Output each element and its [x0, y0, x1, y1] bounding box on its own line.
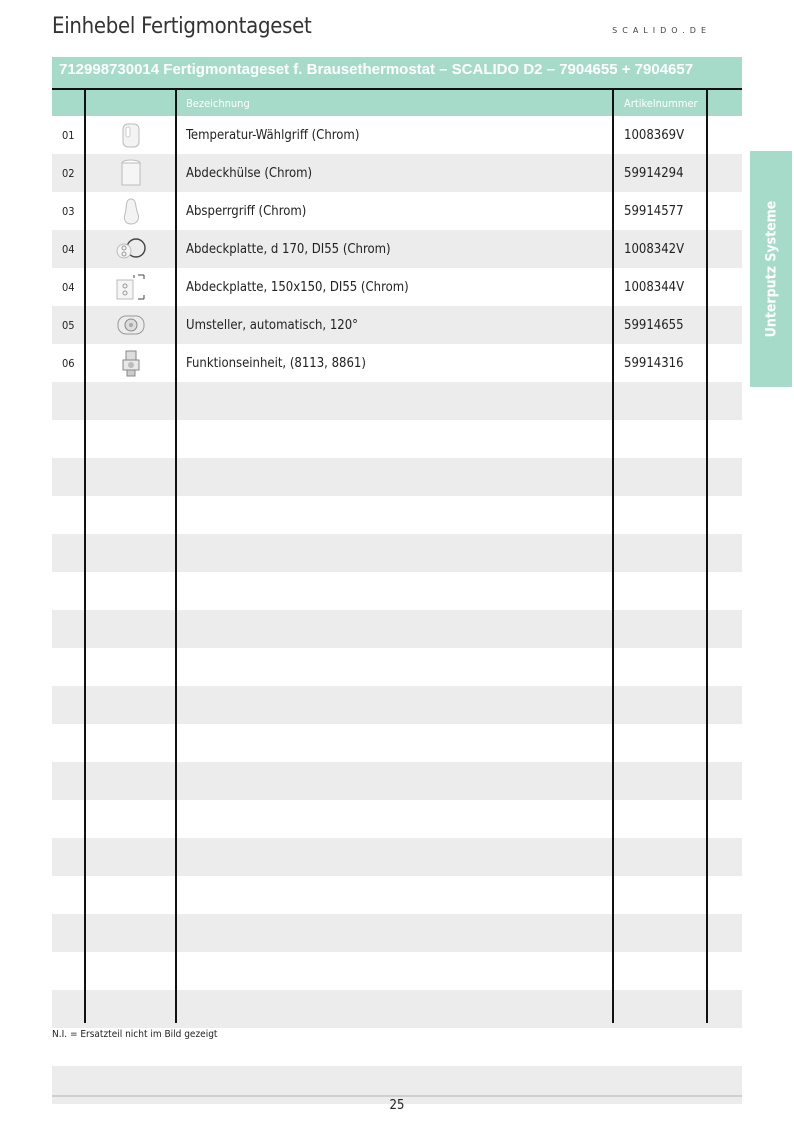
row-description: Abdeckhülse (Chrom): [186, 165, 313, 181]
row-number: 03: [62, 204, 75, 218]
row-article-number: 59914294: [624, 165, 684, 181]
empty-table-row: [52, 686, 742, 724]
empty-table-row: [52, 876, 742, 914]
table-header: [52, 90, 742, 116]
section-tab-label: Unterputz Systeme: [763, 200, 779, 338]
row-description: Abdeckplatte, 150x150, DI55 (Chrom): [186, 279, 409, 295]
table-body: [52, 116, 742, 1104]
shutoff-handle-icon: [85, 192, 176, 230]
row-number: 02: [62, 166, 75, 180]
empty-table-row: [52, 572, 742, 610]
product-banner: 712998730014 Fertigmontageset f. Brausethermostat – SCALIDO D2 – 7904655 + 7904657: [52, 57, 742, 88]
row-number: 01: [62, 128, 75, 142]
page-title: Einhebel Fertigmontageset: [52, 14, 312, 39]
row-number: 06: [62, 356, 75, 370]
column-divider: [612, 88, 614, 1023]
header-image: [85, 90, 176, 116]
brand-logo: SCALIDO.DE: [612, 26, 711, 35]
empty-table-row: [52, 800, 742, 838]
row-number: 04: [62, 242, 75, 256]
row-description: Temperatur-Wählgriff (Chrom): [186, 127, 360, 143]
column-divider: [84, 88, 86, 1023]
table-row: [52, 116, 742, 154]
footer-rule: [52, 1095, 742, 1097]
empty-table-row: [52, 952, 742, 990]
empty-table-row: [52, 990, 742, 1028]
row-description: Absperrgriff (Chrom): [186, 203, 307, 219]
row-article-number: 1008342V: [624, 241, 685, 257]
round-plate-icon: [85, 230, 176, 268]
empty-table-row: [52, 610, 742, 648]
page-number: 25: [389, 1098, 405, 1113]
empty-table-row: [52, 458, 742, 496]
row-description: Funktionseinheit, (8113, 8861): [186, 355, 366, 371]
empty-table-row: [52, 762, 742, 800]
table-row: [52, 306, 742, 344]
table-row: [52, 230, 742, 268]
empty-table-row: [52, 838, 742, 876]
row-article-number: 59914577: [624, 203, 684, 219]
footnote: N.I. = Ersatzteil nicht im Bild gezeigt: [52, 1029, 218, 1040]
sleeve-icon: [85, 154, 176, 192]
empty-table-row: [52, 420, 742, 458]
function-unit-icon: [85, 344, 176, 382]
empty-table-row: [52, 914, 742, 952]
table-row: [52, 154, 742, 192]
header-description: Bezeichnung: [186, 96, 250, 110]
parts-table: [52, 88, 742, 1104]
table-row: [52, 192, 742, 230]
empty-table-row: [52, 724, 742, 762]
empty-table-row: [52, 534, 742, 572]
square-plate-icon: [85, 268, 176, 306]
column-divider: [175, 88, 177, 1023]
column-divider: [706, 88, 708, 1023]
handle-icon: [85, 116, 176, 154]
empty-table-row: [52, 496, 742, 534]
table-row: [52, 268, 742, 306]
table-row: [52, 344, 742, 382]
row-description: Abdeckplatte, d 170, DI55 (Chrom): [186, 241, 391, 257]
row-number: 04: [62, 280, 75, 294]
header-num: [52, 90, 85, 116]
row-article-number: 59914316: [624, 355, 684, 371]
row-description: Umsteller, automatisch, 120°: [186, 317, 359, 333]
diverter-icon: [85, 306, 176, 344]
empty-table-row: [52, 648, 742, 686]
row-article-number: 59914655: [624, 317, 684, 333]
row-article-number: 1008344V: [624, 279, 685, 295]
row-article-number: 1008369V: [624, 127, 685, 143]
header-article: Artikelnummer: [624, 96, 698, 110]
empty-table-row: [52, 382, 742, 420]
row-number: 05: [62, 318, 75, 332]
section-tab[interactable]: [750, 151, 792, 387]
